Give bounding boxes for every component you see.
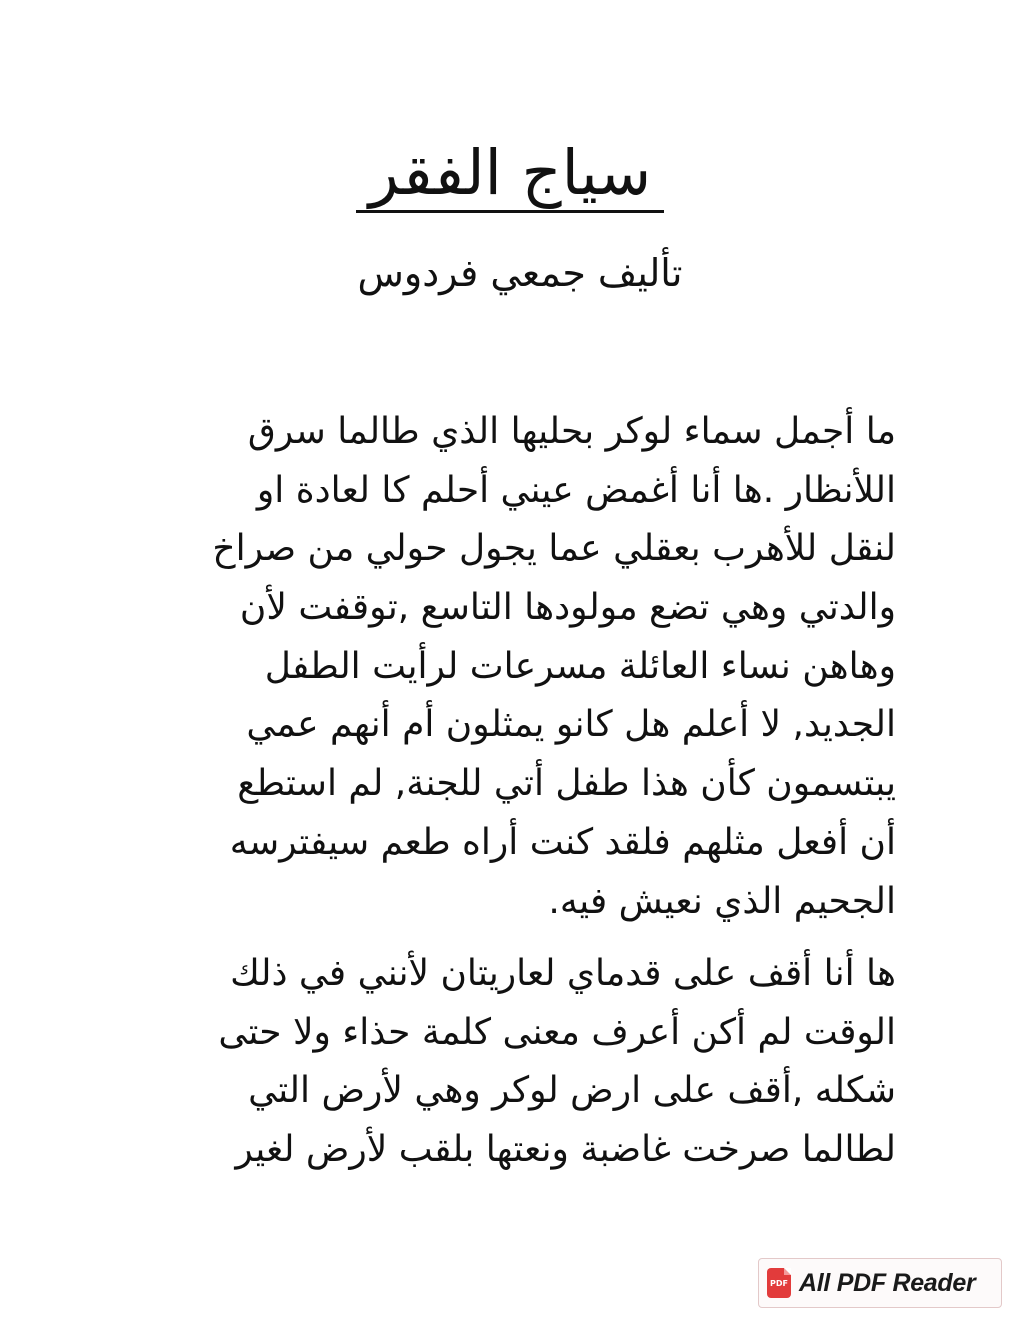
title-underline (356, 210, 664, 213)
app-watermark-badge[interactable] (758, 1258, 1002, 1308)
text-line: لنقل للأهرب بعقلي عما يجول حولي من صراخ (212, 528, 896, 570)
app-name: All PDF Reader (799, 1268, 976, 1297)
text-line: شكله ,أقف على ارض لوكر وهي لأرض التي (248, 1070, 896, 1112)
text-line: لطالما صرخت غاضبة ونعتها بلقب لأرض لغير (235, 1129, 896, 1171)
text-line: ها أنا أقف على قدماي لعاريتان لأنني في ذلك (230, 953, 896, 994)
text-line: الجديد, لا أعلم هل كانو يمثلون أم أنهم عمي (246, 704, 896, 746)
author-line: تأليف جمعي فردوس (357, 251, 683, 295)
text-line: الوقت لم أكن أعرف معنى كلمة حذاء ولا حتى (218, 1011, 896, 1053)
paragraph-1 (176, 403, 896, 931)
text-line: وهاهن نساء العائلة مسرعات لرأيت الطفل (264, 645, 896, 687)
paragraph-2 (176, 945, 896, 1180)
text-line: ما أجمل سماء لوكر بحليها الذي طالما سرق (247, 411, 896, 452)
pdf-file-icon (767, 1268, 791, 1298)
text-line: يبتسمون كأن هذا طفل أتي للجنة, لم استطع (237, 763, 896, 805)
text-line: اللأنظار .ها أنا أغمض عيني أحلم كا لعادة او (256, 469, 896, 511)
document-title: سياج الفقر (368, 136, 652, 209)
text-line: والدتي وهي تضع مولودها التاسع ,توقفت لأن (239, 587, 896, 629)
text-line: الجحيم الذي نعيش فيه. (548, 880, 896, 922)
text-line: أن أفعل مثلهم فلقد كنت أراه طعم سيفترسه (229, 821, 896, 863)
pdf-icon-label: PDF (770, 1278, 788, 1288)
